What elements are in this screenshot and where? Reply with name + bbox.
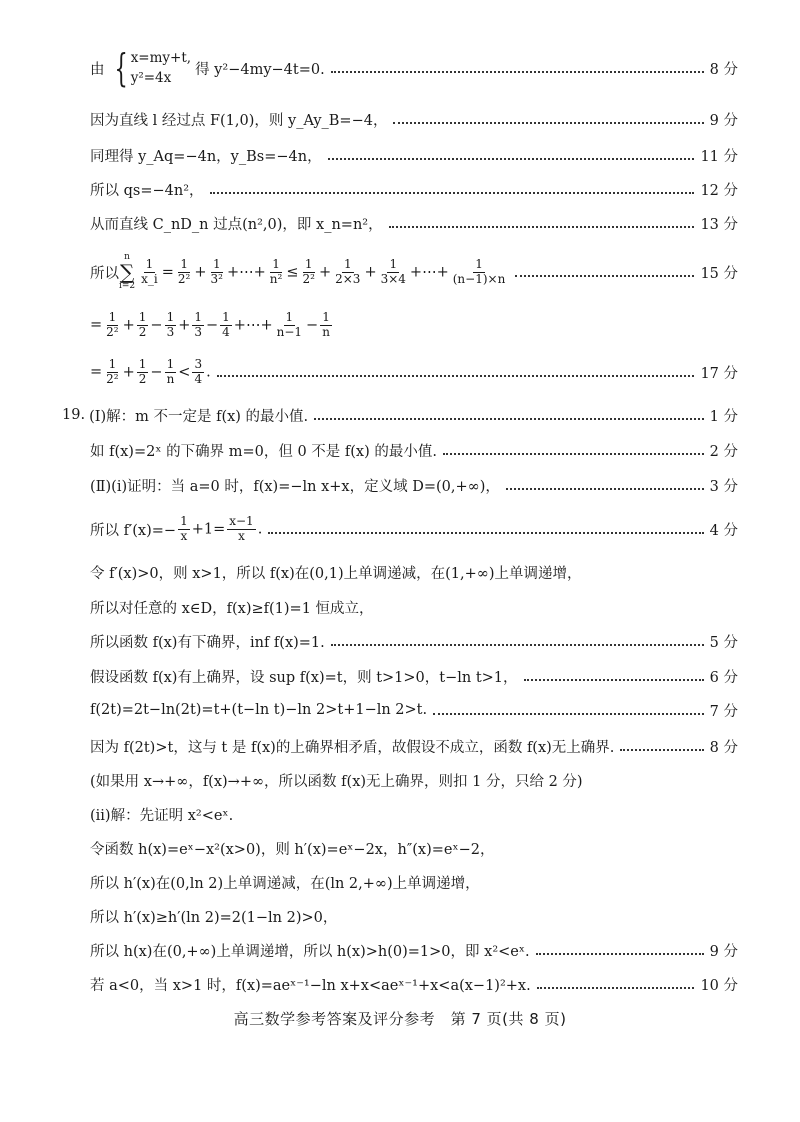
leader-dots: [537, 987, 695, 989]
line-text: 因为直线 l 经过点 F(1,0)，则 y_Ay_B=−4，: [90, 112, 388, 129]
leader-dots: [331, 644, 704, 646]
answer-line-19: [90, 765, 738, 795]
math-operator: −: [206, 317, 219, 333]
answer-line-14: [90, 592, 738, 622]
answer-line-21: [90, 833, 738, 863]
score-label: 7 分: [709, 703, 738, 720]
score-label: 5 分: [709, 634, 738, 651]
line-text: (Ⅱ)(i)证明：当 a=0 时，f(x)=−ln x+x，定义域 D=(0,+∞)，: [90, 478, 500, 495]
fraction-numerator: 1: [145, 256, 154, 271]
score-label: 17 分: [700, 365, 738, 382]
leader-dots: [268, 532, 703, 534]
fraction: [333, 258, 362, 287]
fraction-denominator: 2: [138, 324, 147, 339]
fraction-numerator: 1: [304, 256, 313, 271]
line-prefix: 由: [90, 61, 105, 78]
fraction: [139, 258, 160, 287]
score-label: 8 分: [709, 61, 738, 78]
answer-line-17: [90, 695, 738, 725]
line-text: 所以 h(x)在(0,+∞)上单调递增，所以 h(x)>h(0)=1>0，即 x²<eˣ.: [90, 943, 530, 960]
score-label: 4 分: [709, 522, 738, 539]
fraction-denominator: 2×3: [335, 271, 361, 286]
line-text: 令函数 h(x)=eˣ−x²(x>0)，则 h′(x)=eˣ−2x，h″(x)=eˣ−2，: [90, 841, 495, 858]
fraction-denominator: x_i: [141, 271, 158, 286]
line-text: =: [90, 317, 103, 333]
fraction: [176, 258, 192, 287]
leader-dots: [210, 192, 695, 194]
math-operator: +⋯+: [233, 317, 273, 333]
line-text: 所以 h′(x)在(0,ln 2)上单调递减，在(ln 2,+∞)上单调递增，: [90, 875, 480, 892]
leader-dots: [536, 953, 704, 955]
system-row-1: x=my+t,: [130, 49, 192, 66]
fraction-numerator: 1: [343, 256, 352, 271]
math-operator: <: [178, 364, 191, 380]
answer-line-18: [90, 731, 738, 761]
fraction-numerator: 1: [222, 309, 230, 324]
fraction-numerator: 1: [389, 256, 398, 271]
answer-line-11: [90, 470, 738, 500]
fraction-denominator: 3: [166, 324, 175, 339]
math-operator: .: [206, 364, 211, 380]
score-label: 9 分: [709, 943, 738, 960]
leader-dots: [524, 679, 704, 681]
answer-line-16: [90, 661, 738, 691]
fraction: [165, 358, 177, 387]
fraction-denominator: x: [238, 528, 245, 543]
leader-dots: [389, 226, 695, 228]
fraction-denominator: 3: [194, 324, 202, 339]
line-text: 同理得 y_Aq=−4n，y_Bs=−4n，: [90, 148, 322, 165]
page-footer: 高三数学参考答案及评分参考 第 7 页(共 8 页): [233, 1010, 567, 1028]
line-text: 若 a<0，当 x>1 时，f(x)=aeˣ⁻¹−ln x+x<aeˣ⁻¹+x<a(x−1)²+x.: [90, 977, 531, 994]
fraction-numerator: 1: [138, 356, 147, 371]
score-label: 15 分: [700, 265, 738, 282]
fraction-expression: [102, 358, 211, 387]
answer-line-10: [90, 435, 738, 465]
fraction: [379, 258, 408, 287]
answer-line-1: [90, 46, 738, 90]
fraction: [137, 311, 149, 340]
answer-line-2: [90, 104, 738, 134]
leader-dots: [217, 375, 695, 377]
leader-dots: [393, 122, 703, 124]
fraction: [192, 358, 204, 387]
answer-line-3: [90, 140, 738, 170]
summation-symbol: [119, 253, 135, 291]
math-operator: +: [194, 264, 207, 280]
fraction-denominator: n²: [269, 271, 283, 286]
math-operator: +: [364, 264, 377, 280]
score-label: 1 分: [709, 408, 738, 425]
fraction-denominator: x: [180, 528, 188, 543]
system-row-2: y²=4x: [130, 70, 172, 86]
line-text: (ii)解：先证明 x²<eˣ.: [90, 807, 234, 824]
fraction: [275, 311, 304, 340]
left-brace: {: [113, 46, 128, 90]
sigma-glyph: ∑: [119, 260, 135, 284]
math-operator: +⋯+: [409, 264, 449, 280]
math-operator: +1=: [191, 521, 226, 537]
math-operator: +: [122, 364, 135, 380]
fraction-numerator: 1: [194, 309, 202, 324]
fraction: [137, 358, 149, 387]
score-label: 13 分: [700, 216, 738, 233]
answer-line-8: [90, 352, 738, 392]
fraction-numerator: 3: [194, 356, 203, 371]
fraction: [451, 258, 508, 287]
fraction: [268, 258, 285, 287]
leader-dots: [506, 488, 704, 490]
line-text: =: [90, 364, 103, 380]
line-text: 所以 qs=−4n²，: [90, 182, 204, 199]
line-text: 所以 f′(x)=−: [90, 522, 177, 539]
fraction: [209, 258, 225, 287]
line-text: 所以函数 f(x)有下确界，inf f(x)=1.: [90, 634, 325, 651]
math-operator: −: [150, 364, 163, 380]
fraction-numerator: 1: [475, 256, 483, 271]
fraction: [220, 311, 232, 340]
fraction: [104, 358, 120, 387]
answer-line-23: [90, 901, 738, 931]
answer-line-20: [90, 799, 738, 829]
fraction-denominator: 2²: [106, 324, 119, 339]
line-text: 因为 f(2t)>t，这与 t 是 f(x)的上确界相矛盾，故假设不成立，函数 f(x)无上确界.: [90, 739, 615, 756]
line-text: 如 f(x)=2ˣ 的下确界 m=0，但 0 不是 f(x) 的最小值.: [90, 443, 437, 460]
score-label: 3 分: [709, 478, 738, 495]
score-label: 8 分: [709, 739, 738, 756]
leader-dots: [331, 71, 704, 73]
fraction-expression: [137, 258, 509, 287]
fraction-numerator: 1: [108, 309, 117, 324]
line-text: 得 y²−4my−4t=0.: [195, 61, 325, 78]
score-label: 10 分: [700, 977, 738, 994]
fraction-denominator: (n−1)×n: [452, 271, 506, 286]
math-operator: .: [257, 521, 263, 537]
answer-line-9: [62, 400, 738, 430]
fraction-denominator: 2²: [302, 271, 315, 286]
leader-dots: [328, 158, 695, 160]
fraction-numerator: 1: [285, 309, 294, 324]
math-operator: −: [150, 317, 163, 333]
answer-line-13: [90, 557, 738, 587]
fraction-numerator: 1: [108, 356, 117, 371]
line-text: (如果用 x→+∞，f(x)→+∞，所以函数 f(x)无上确界，则扣 1 分，只给 2 分): [90, 773, 583, 790]
line-text: 从而直线 C_nD_n 过点(n²,0)，即 x_n=n²，: [90, 216, 383, 233]
fraction-denominator: 4: [194, 371, 203, 386]
fraction-denominator: 2²: [106, 371, 119, 386]
fraction-numerator: 1: [138, 309, 147, 324]
answer-line-12: [90, 509, 738, 549]
leader-dots: [515, 275, 694, 277]
answer-line-24: [90, 935, 738, 965]
score-label: 6 分: [709, 669, 738, 686]
math-operator: ≤: [286, 264, 299, 280]
fraction-numerator: 1: [180, 513, 188, 528]
leader-dots: [433, 713, 704, 715]
fraction-numerator: 1: [272, 256, 280, 271]
answer-line-7: [90, 305, 738, 345]
fraction-denominator: 2: [138, 371, 147, 386]
answer-line-15: [90, 626, 738, 656]
fraction: [301, 258, 317, 287]
line-text: 所以 h′(x)≥h′(ln 2)=2(1−ln 2)>0，: [90, 909, 338, 926]
fraction-numerator: 1: [166, 309, 175, 324]
fraction: [104, 311, 120, 340]
fraction-numerator: 1: [212, 256, 221, 271]
fraction-denominator: 2²: [177, 271, 191, 286]
fraction: [178, 515, 190, 544]
answer-line-5: [90, 208, 738, 238]
math-operator: +: [318, 264, 332, 280]
score-label: 11 分: [700, 148, 738, 165]
answer-line-4: [90, 174, 738, 204]
leader-dots: [314, 418, 704, 420]
fraction-denominator: 3×4: [380, 271, 406, 286]
fraction-numerator: 1: [166, 356, 175, 371]
fraction-denominator: 4: [222, 324, 230, 339]
math-operator: −: [306, 317, 319, 333]
fraction: [165, 311, 177, 340]
fraction-denominator: 3²: [210, 271, 223, 286]
sum-lower: i=2: [119, 281, 136, 291]
line-text: 假设函数 f(x)有上确界，设 sup f(x)=t，则 t>1>0，t−ln t>1，: [90, 669, 518, 686]
leader-dots: [620, 749, 703, 751]
fraction-expression: [176, 515, 262, 544]
fraction: [192, 311, 204, 340]
line-text: (Ⅰ)解：m 不一定是 f(x) 的最小值.: [89, 408, 309, 425]
score-label: 9 分: [709, 112, 738, 129]
line-text: f(2t)=2t−ln(2t)=t+(t−ln t)−ln 2>t+1−ln 2>t.: [90, 702, 428, 718]
math-operator: =: [161, 264, 174, 280]
line-text: 所以: [90, 265, 119, 282]
answer-line-25: [90, 969, 738, 999]
fraction-numerator: 1: [180, 256, 188, 271]
problem-number: 19.: [62, 407, 86, 423]
fraction: [227, 515, 255, 544]
score-label: 2 分: [709, 443, 738, 460]
line-text: 所以对任意的 x∈D，f(x)≥f(1)=1 恒成立，: [90, 600, 374, 617]
fraction-numerator: x−1: [229, 513, 254, 528]
fraction-denominator: n: [166, 371, 175, 386]
line-text: 令 f′(x)>0，则 x>1，所以 f(x)在(0,1)上单调递减，在(1,+∞)上单调递增，: [90, 565, 582, 582]
fraction-numerator: 1: [322, 309, 330, 324]
fraction-denominator: n: [322, 324, 330, 339]
math-operator: +: [122, 317, 135, 333]
fraction-expression: [102, 311, 334, 340]
fraction-denominator: n−1: [276, 324, 303, 339]
answer-line-22: [90, 867, 738, 897]
equation-system: [109, 48, 192, 89]
leader-dots: [443, 453, 704, 455]
math-operator: +: [178, 317, 191, 333]
fraction: [320, 311, 332, 340]
sum-upper: n: [124, 252, 130, 262]
score-label: 12 分: [700, 182, 738, 199]
math-operator: +⋯+: [226, 264, 266, 280]
answer-line-6: [90, 252, 738, 292]
